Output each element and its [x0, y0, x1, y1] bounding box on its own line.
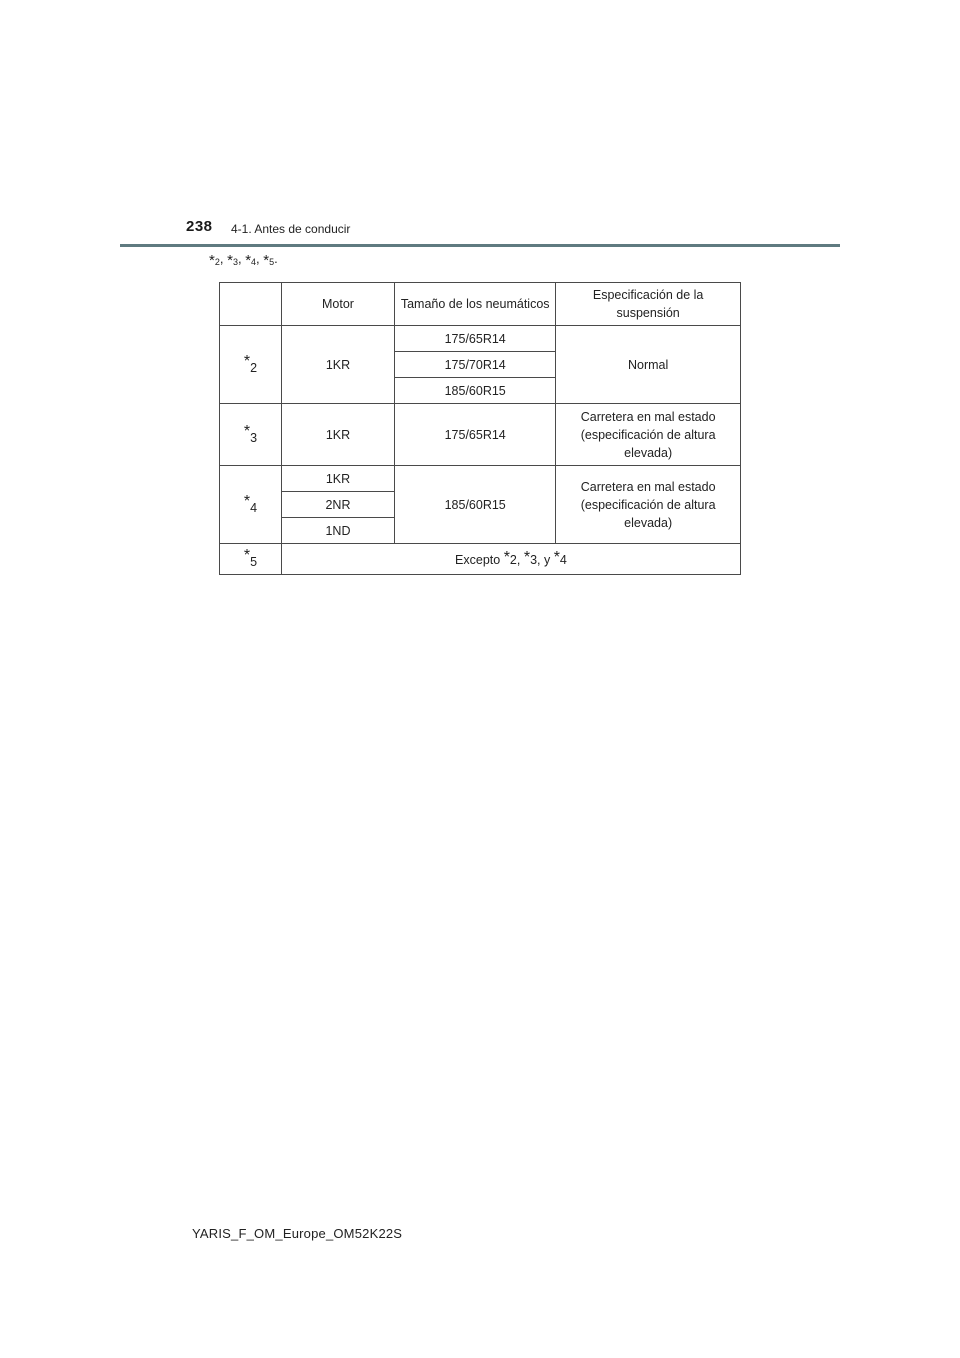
asterisk-icon: * [227, 252, 233, 269]
suspension-spec-table [219, 282, 741, 575]
motor-cell: 1KR [281, 466, 394, 492]
spec-cell: Normal [556, 326, 741, 404]
document-code: YARIS_F_OM_Europe_OM52K22S [192, 1226, 403, 1241]
except-and: , y [537, 553, 554, 567]
intro-terminator: . [274, 251, 278, 266]
asterisk-icon: * [243, 492, 251, 510]
except-label: Excepto [455, 553, 504, 567]
spec-cell: Carretera en mal estado (especificación de altura elevada) [556, 466, 741, 544]
page-number: 238 [186, 218, 213, 235]
table-row [220, 404, 741, 466]
tire-cell: 185/60R15 [395, 466, 556, 544]
except-ref-3: 3 [530, 553, 538, 567]
asterisk-icon: * [243, 422, 251, 440]
key-cell-2 [220, 326, 282, 404]
motor-cell: 2NR [281, 492, 394, 518]
tire-cell: 175/65R14 [395, 404, 556, 466]
asterisk-icon: * [243, 352, 251, 370]
tire-cell: 175/65R14 [395, 326, 556, 352]
intro-separator: , [256, 251, 264, 266]
asterisk-icon: * [263, 252, 270, 269]
tire-cell: 175/70R14 [395, 352, 556, 378]
asterisk-icon: * [209, 252, 215, 269]
spec-cell: Carretera en mal estado (especificación de altura elevada) [556, 404, 741, 466]
key-cell-4 [220, 466, 282, 544]
motor-cell: 1KR [281, 404, 394, 466]
except-comma: , [516, 553, 524, 567]
intro-line [209, 251, 278, 269]
intro-ref-4: 4 [251, 257, 257, 267]
key-number: 2 [250, 360, 258, 375]
asterisk-icon: * [523, 549, 531, 566]
header-spec: Especificación de la suspensión [556, 283, 741, 326]
except-ref-4: 4 [559, 553, 567, 567]
except-ref-2: 2 [509, 553, 517, 567]
asterisk-icon: * [553, 549, 560, 566]
header-rule [120, 244, 840, 247]
table-row [220, 544, 741, 575]
table-row [220, 466, 741, 492]
intro-separator: , [219, 251, 228, 266]
table-row [220, 326, 741, 352]
intro-separator: , [237, 251, 246, 266]
key-number: 3 [250, 430, 258, 445]
key-cell-5 [220, 544, 282, 575]
asterisk-icon: * [503, 549, 510, 566]
motor-cell: 1ND [281, 518, 394, 544]
tire-cell: 185/60R15 [395, 378, 556, 404]
except-cell [281, 544, 740, 575]
motor-cell: 1KR [281, 326, 394, 404]
intro-ref-2: 2 [214, 257, 220, 267]
table-header-row [220, 283, 741, 326]
key-number: 5 [250, 555, 258, 569]
intro-ref-5: 5 [269, 257, 275, 267]
header-tire: Tamaño de los neumáticos [395, 283, 556, 326]
key-cell-3 [220, 404, 282, 466]
intro-ref-3: 3 [232, 257, 238, 267]
header-key [220, 283, 282, 326]
header-motor: Motor [281, 283, 394, 326]
key-number: 4 [250, 500, 258, 515]
asterisk-icon: * [243, 547, 251, 564]
asterisk-icon: * [245, 252, 252, 269]
section-title: 4-1. Antes de conducir [231, 222, 351, 236]
